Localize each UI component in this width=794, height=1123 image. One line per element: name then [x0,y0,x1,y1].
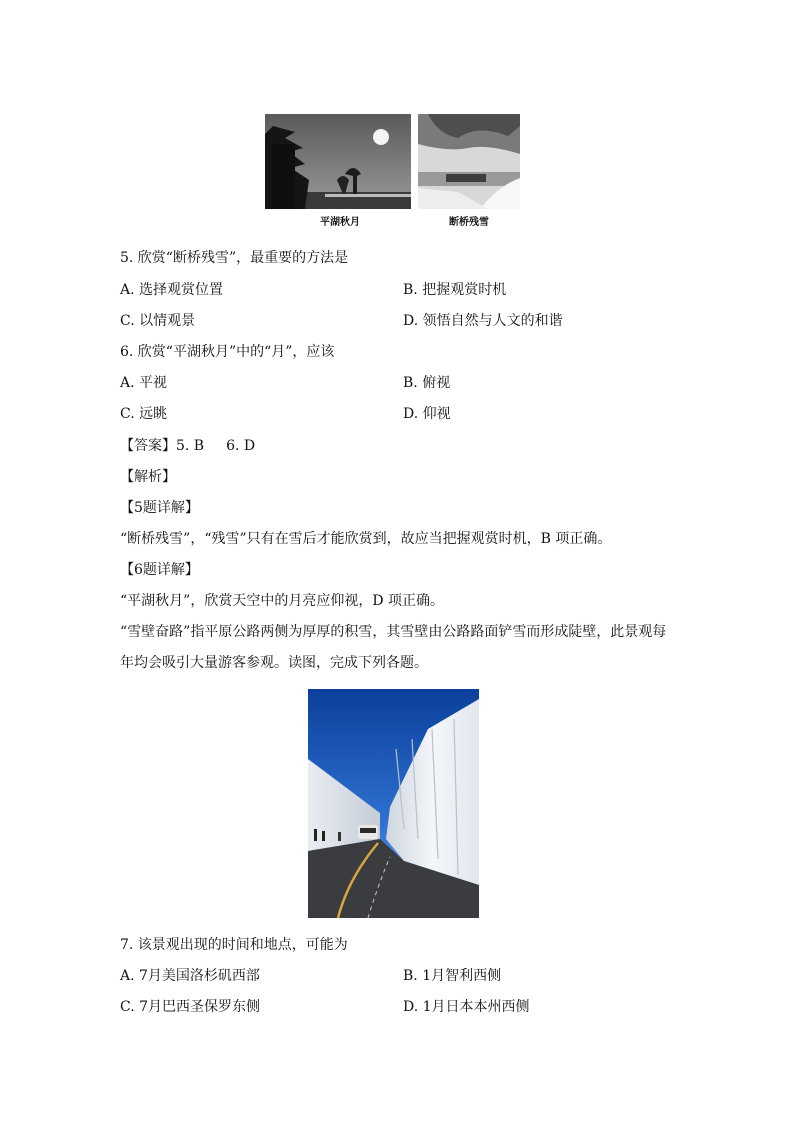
figure-caption-left: 平湖秋月 [320,217,360,228]
detail-5-text: “断桥残雪”，“残雪”只有在雪后才能欣赏到，故应当把握观赏时机，B 项正确。 [120,531,612,547]
photo-duanqiao-canxue [418,114,520,209]
question-5-option-a: A. 选择观赏位置 [120,282,224,298]
question-6-option-a: A. 平视 [120,375,168,391]
answer-label: 【答案】5. B [120,438,205,454]
answer-line [120,437,255,455]
question-7-option-a: A. 7月美国洛杉矶西部 [120,968,260,984]
analysis-title: 【解析】 [120,469,176,485]
question-7-option-c: C. 7月巴西圣保罗东侧 [120,999,261,1015]
intro-line-2: 年均会吸引大量游客参观。读图，完成下列各题。 [120,655,428,671]
answer-second: 6. D [226,438,256,454]
question-6-stem: 6. 欣赏“平湖秋月”中的“月”，应该 [120,344,335,360]
question-7-option-b: B. 1月智利西侧 [403,968,502,984]
question-6-option-b: B. 俯视 [403,375,451,391]
question-6-option-c: C. 远眺 [120,406,168,422]
question-6-option-d: D. 仰视 [403,406,451,422]
detail-6-title: 【6题详解】 [120,562,199,578]
question-5-option-b: B. 把握观赏时机 [403,282,507,298]
question-5-stem: 5. 欣赏“断桥残雪”，最重要的方法是 [120,250,349,266]
detail-5-title: 【5题详解】 [120,500,199,516]
intro-line-1: “雪壁奋路”指平原公路两侧为厚厚的积雪，其雪壁由公路路面铲雪而形成陡壁，此景观每 [120,624,667,640]
question-5-option-d: D. 领悟自然与人文的和谐 [403,313,563,329]
photo-pinghu-qiuyue [265,114,411,209]
figure-caption-right: 断桥残雪 [449,217,489,228]
photo-snow-wall-road [308,689,479,918]
question-7-stem: 7. 该景观出现的时间和地点，可能为 [120,937,348,953]
question-7-option-d: D. 1月日本本州西侧 [403,999,530,1015]
detail-6-text: “平湖秋月”，欣赏天空中的月亮应仰视，D 项正确。 [120,593,444,609]
question-5-option-c: C. 以情观景 [120,313,196,329]
